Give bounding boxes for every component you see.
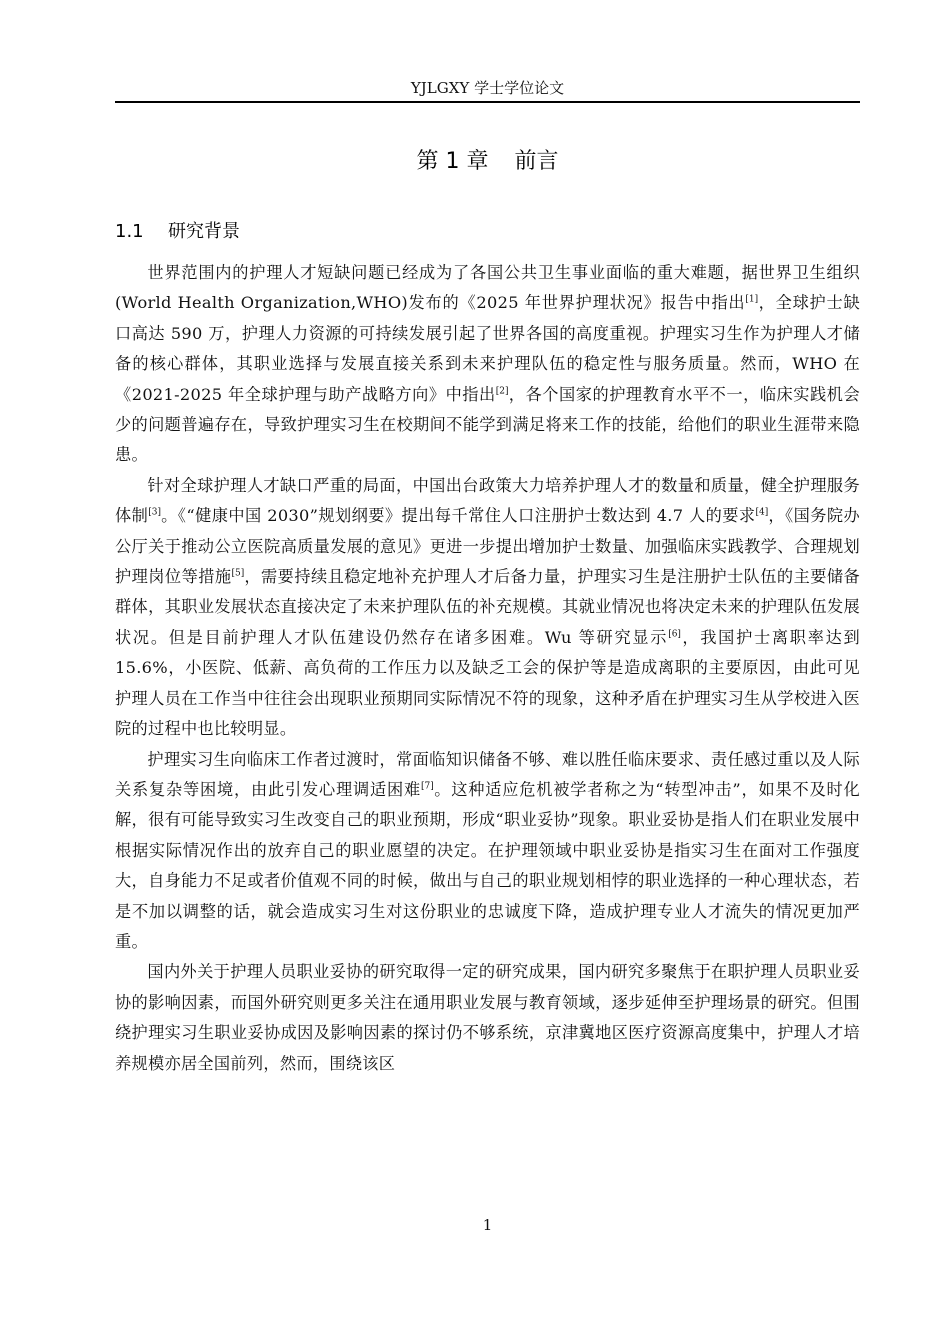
paragraph-text: ，各个国家的护理教育水平不一，临床实践机会少的问题普遍存在，导致护理实习生在校期间不能学到满足将来工作的技能，给他们的职业生涯带来隐患。 xyxy=(115,384,860,465)
header-rule xyxy=(115,101,860,103)
paragraph-text: 针对全球护理人才缺口严重的局面，中国出台政策大力培养护理人才的数量和质量，健全护理服务体制 xyxy=(115,475,860,526)
chapter-title xyxy=(115,147,860,177)
paragraph-text: ，需要持续且稳定地补充护理人才后备力量，护理实习生是注册护士队伍的主要储备群体，其职业发展状态直接决定了未来护理队伍的补充规模。其就业情况也将决定未来的护理队伍发展状况。但是目前护理人才队伍建设仍然存在诸多困难。Wu 等研究显示 xyxy=(115,567,860,647)
paragraph-text: 。这种适应危机被学者称之为“转型冲击”，如果不及时化解，很有可能导致实习生改变自己的职业预期，形成“职业妥协”现象。职业妥协是指人们在职业发展中根据实际情况作出的放弃自己的职业愿望的决定。在护理领域中职业妥协是指实习生在面对工作强度大，自身能力不足或者价值观不同的时候，做出与自己的职业规划相悖的职业选择的一种心理状态，若是不加以调整的话，就会造成实习生对这份职业的忠诚度下降，造成护理专业人才流失的情况更加严重。 xyxy=(115,779,860,951)
paragraph-text: 国内外关于护理人员职业妥协的研究取得一定的研究成果，国内研究多聚焦于在职护理人员职业妥协的影响因素，而国外研究则更多关注在通用职业发展与教育领域，逐步延伸至护理场景的研究。但围绕护理实习生职业妥协成因及影响因素的探讨仍不够系统，京津冀地区医疗资源高度集中，护理人才培养规模亦居全国前列，然而，围绕该区 xyxy=(115,962,860,1073)
paragraph-text: ，我国护士离职率达到 15.6%，小医院、低薪、高负荷的工作压力以及缺乏工会的保护等是造成离职的主要原因，由此可见护理人员在工作当中往往会出现职业预期同实际情况不符的现象，这种矛盾在护理实习生从学校进入医院的过程中也比较明显。 xyxy=(115,627,861,739)
section-number: 1.1 xyxy=(115,221,144,242)
citation-ref[interactable]: [3] xyxy=(148,507,162,518)
citation-ref[interactable]: [5] xyxy=(231,568,245,579)
paragraph-text: ，全球护士缺口高达 590 万，护理人力资源的可持续发展引起了世界各国的高度重视。护理实习生作为护理人才储备的核心群体，其职业选择与发展直接关系到未来护理队伍的稳定性与服务质量。然而，WHO 在《2021-2025 年全球护理与助产战略方向》中指出 xyxy=(115,293,860,404)
citation-ref[interactable]: [6] xyxy=(668,629,681,640)
citation-ref[interactable]: [4] xyxy=(755,507,769,518)
paragraph-text: 世界范围内的护理人才短缺问题已经成为了各国公共卫生事业面临的重大难题，据世界卫生组织(World Health Organization,WHO)发布的《2025 年世界护理状况》报告中指出 xyxy=(115,263,860,313)
section-title: 研究背景 xyxy=(168,221,240,242)
paragraph-text: ，《国务院办公厅关于推动公立医院高质量发展的意见》更进一步提出增加护士数量、加强临床实践教学、合理规划护理岗位等措施 xyxy=(115,506,860,587)
paragraph-1 xyxy=(115,258,860,471)
page-number: 1 xyxy=(482,1216,493,1234)
citation-ref[interactable]: [2] xyxy=(495,386,509,397)
paragraph-4 xyxy=(115,957,860,1079)
paragraph-3 xyxy=(115,745,860,958)
chapter-name: 前言 xyxy=(514,149,559,174)
citation-ref[interactable]: [7] xyxy=(421,781,434,792)
chapter-number: 第 1 章 xyxy=(416,149,489,174)
body-text xyxy=(115,258,860,1079)
paragraph-text: 护理实习生向临床工作者过渡时，常面临知识储备不够、难以胜任临床要求、责任感过重以及人际关系复杂等困境，由此引发心理调适困难 xyxy=(115,749,860,799)
paragraph-text: 。《“健康中国 2030”规划纲要》提出每千常住人口注册护士数达到 4.7 人的要求 xyxy=(161,506,756,526)
paragraph-2 xyxy=(115,471,860,745)
section-heading xyxy=(115,219,240,245)
citation-ref[interactable]: [1] xyxy=(745,295,759,306)
running-header: YJLGXY 学士学位论文 xyxy=(410,79,565,97)
